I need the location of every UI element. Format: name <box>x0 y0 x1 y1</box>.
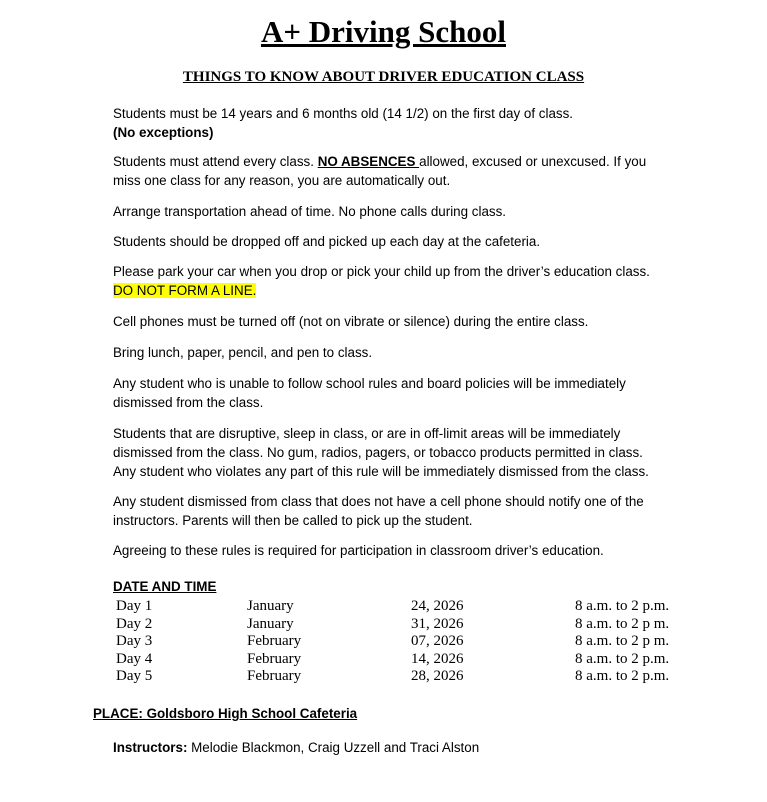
rule-agreement <box>113 542 604 561</box>
schedule-date: 07, 2026 <box>411 633 464 649</box>
page-subtitle: THINGS TO KNOW ABOUT DRIVER EDUCATION CLASS <box>182 69 585 85</box>
rule-conduct <box>113 425 649 481</box>
rule-text: Bring lunch, paper, pencil, and pen to class. <box>113 345 373 360</box>
rule-text: Agreeing to these rules is required for participation in classroom driver’s education. <box>113 543 604 558</box>
rule-emphasis: NO ABSENCES <box>317 154 420 169</box>
schedule-day: Day 1 <box>116 598 153 614</box>
instructors-label: Instructors: <box>113 740 188 755</box>
rule-text: allowed, excused or unexcused. If you <box>419 154 647 169</box>
instructors <box>113 739 479 758</box>
rule-transportation <box>113 203 506 222</box>
rule-text: Any student who is unable to follow school rules and board policies will be immediately <box>113 376 626 391</box>
schedule-date: 24, 2026 <box>411 598 464 614</box>
rule-cellphones <box>113 313 588 332</box>
rule-text: miss one class for any reason, you are automatically out. <box>113 172 451 188</box>
rule-text: Students must be 14 years and 6 months old (14 1/2) on the first day of class. <box>113 106 573 121</box>
schedule-time: 8 a.m. to 2 p m. <box>575 633 670 649</box>
rule-emphasis: (No exceptions) <box>113 124 214 140</box>
schedule-time: 8 a.m. to 2 p.m. <box>575 650 670 667</box>
rule-dismissal <box>113 493 644 531</box>
rule-text: Any student dismissed from class that does not have a cell phone should notify one of the <box>113 494 644 509</box>
rule-school-rules <box>113 375 626 413</box>
schedule-heading: DATE AND TIME <box>113 579 217 594</box>
rule-text: Any student who violates any part of this rule will be immediately dismissed from the class. <box>113 463 649 479</box>
rule-dropoff <box>113 233 540 252</box>
rule-text: Cell phones must be turned off (not on vibrate or silence) during the entire class. <box>113 314 589 329</box>
rule-text: instructors. Parents will then be called to pick up the student. <box>113 512 473 528</box>
schedule-month: January <box>247 598 294 614</box>
rule-text: Students that are disruptive, sleep in class, or are in off-limit areas will be immediately <box>113 426 621 441</box>
rule-text: Please park your car when you drop or pick your child up from the driver’s education class. <box>113 264 650 279</box>
schedule-date: 14, 2026 <box>411 650 464 667</box>
schedule-month: January <box>247 615 294 632</box>
schedule-time: 8 a.m. to 2 p.m. <box>575 598 670 614</box>
rule-text: dismissed from the class. <box>113 394 264 410</box>
rule-attendance <box>113 153 646 191</box>
rule-parking <box>113 263 650 301</box>
schedule-day: Day 2 <box>116 615 153 632</box>
rule-text: Arrange transportation ahead of time. No phone calls during class. <box>113 204 507 219</box>
rule-text: dismissed from the class. No gum, radios, pagers, or tobacco products permitted in class. <box>113 444 643 460</box>
schedule-time: 8 a.m. to 2 p.m. <box>575 668 670 684</box>
schedule-day: Day 4 <box>116 650 153 667</box>
schedule-day: Day 5 <box>116 668 153 684</box>
rule-text: Students should be dropped off and picked up each day at the cafeteria. <box>113 234 541 249</box>
rule-age <box>113 105 573 143</box>
instructors-names: Melodie Blackmon, Craig Uzzell and Traci Alston <box>187 740 480 755</box>
rule-supplies <box>113 344 372 363</box>
schedule-date: 28, 2026 <box>411 668 464 684</box>
highlighted-warning: DO NOT FORM A LINE. <box>113 282 257 298</box>
page-title: A+ Driving School <box>260 14 507 49</box>
schedule-month: February <box>247 633 302 649</box>
schedule-day: Day 3 <box>116 633 153 649</box>
place: PLACE: Goldsboro High School Cafeteria <box>93 706 358 721</box>
schedule-month: February <box>247 668 302 684</box>
schedule-time: 8 a.m. to 2 p m. <box>575 615 670 632</box>
schedule-month: February <box>247 650 302 667</box>
schedule-date: 31, 2026 <box>411 615 464 632</box>
rule-text: Students must attend every class. <box>113 154 318 169</box>
